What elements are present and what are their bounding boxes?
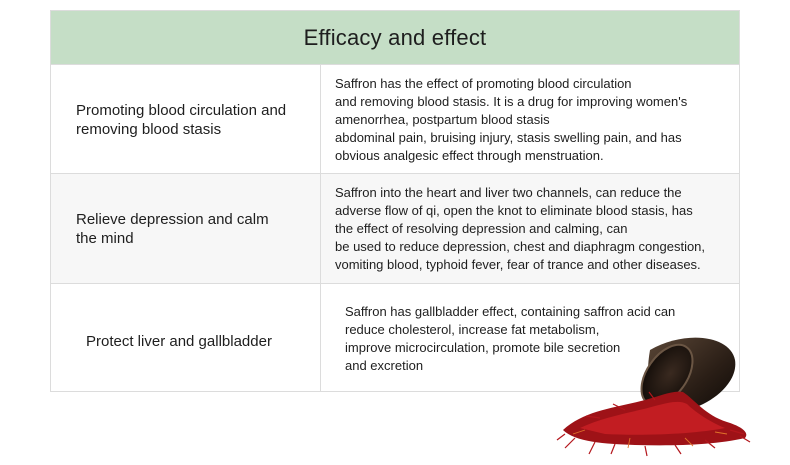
- table-row: [51, 173, 739, 283]
- desc-line: the effect of resolving depression and calming, can: [335, 221, 628, 236]
- row-label-line: the mind: [76, 230, 134, 247]
- desc-line: and removing blood stasis. It is a drug for improving women's: [335, 94, 688, 109]
- desc-line: vomiting blood, typhoid fever, fear of trance and other diseases.: [335, 257, 701, 272]
- row-label: [86, 332, 272, 351]
- row-description: [335, 75, 687, 165]
- row-description: [335, 184, 705, 274]
- row-label-line: Promoting blood circulation and: [76, 102, 287, 119]
- table-title: Efficacy and effect: [303, 24, 487, 50]
- desc-line: be used to reduce depression, chest and diaphragm congestion,: [335, 239, 706, 254]
- desc-line: adverse flow of qi, open the knot to eliminate blood stasis, has: [335, 203, 693, 218]
- saffron-bowl-illustration: [555, 330, 755, 460]
- desc-line: reduce cholesterol, increase fat metabolism,: [345, 322, 600, 337]
- desc-line: amenorrhea, postpartum blood stasis: [335, 112, 550, 127]
- column-divider: [320, 64, 321, 391]
- row-label: [76, 210, 269, 248]
- row-label-line: Protect liver and gallbladder: [86, 333, 272, 350]
- desc-line: Saffron has gallbladder effect, containing saffron acid can: [345, 304, 676, 319]
- desc-line: Saffron has the effect of promoting blood circulation: [335, 76, 632, 91]
- row-label-line: Relieve depression and calm: [76, 211, 269, 228]
- desc-line: obvious analgesic effect through menstruation.: [335, 148, 604, 163]
- desc-line: abdominal pain, bruising injury, stasis swelling pain, and has: [335, 130, 682, 145]
- desc-line: improve microcirculation, promote bile secretion: [345, 340, 621, 355]
- row-label-line: removing blood stasis: [76, 121, 222, 138]
- desc-line: and excretion: [345, 358, 424, 373]
- row-label: [76, 101, 286, 139]
- table-row: [51, 64, 739, 173]
- desc-line: Saffron into the heart and liver two channels, can reduce the: [335, 185, 682, 200]
- table-header: [51, 11, 739, 64]
